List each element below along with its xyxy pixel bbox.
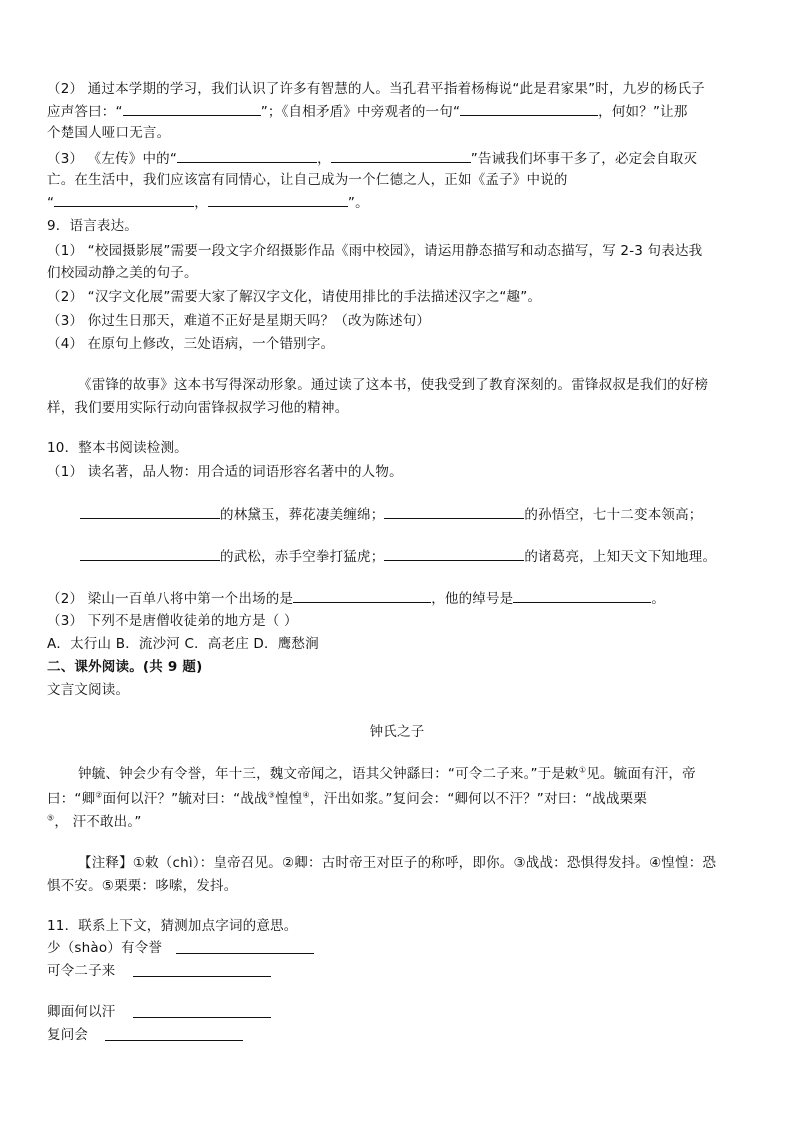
q8-2-line3: 个楚国人哑口无言。 bbox=[47, 125, 171, 141]
q8-3-line2: 亡。在生活中，我们应该富有同情心，让自己成为一个仁德之人，正如《孟子》中说的 bbox=[47, 172, 568, 188]
q8-3-line1 bbox=[47, 148, 697, 169]
answer-blank[interactable] bbox=[331, 148, 471, 163]
q11-item3-text: 卿面何以汗 bbox=[47, 1004, 116, 1020]
q10-sub2 bbox=[47, 588, 665, 609]
q11-item1-text: 少（shào）有令誉 bbox=[47, 940, 163, 956]
q10-sub3: （3） 下列不是唐僧收徒弟的地方是（ ） bbox=[47, 613, 298, 629]
passage-text: ，汗出如浆。”复问会：“卿何以不汗？”对曰：“战战栗栗 bbox=[309, 791, 648, 807]
answer-blank[interactable] bbox=[80, 504, 220, 519]
passage-text: ， 汗不敢出。” bbox=[54, 814, 142, 830]
answer-blank[interactable] bbox=[293, 588, 431, 603]
passage-line2 bbox=[47, 789, 647, 809]
answer-blank[interactable] bbox=[54, 192, 194, 207]
q8-3-text-b: ， bbox=[317, 151, 331, 167]
q9-paragraph-line1: 《雷锋的故事》这本书写得深动形象。通过读了这本书，使我受到了教育深刻的。雷锋叔叔是我们的好榜 bbox=[78, 377, 709, 393]
q9-sub2: （2） “汉字文化展”需要大家了解汉字文化，请使用排比的手法描述汉字之“趣”。 bbox=[47, 289, 542, 305]
passage-text: 曰：“卿 bbox=[47, 791, 96, 807]
q8-3-text-a: （3） 《左传》中的“ bbox=[47, 151, 178, 167]
q10-row1-b: 的孙悟空，七十二变本领高； bbox=[524, 507, 703, 523]
q8-2-text-b: ”；《自相矛盾》中旁观者的一句“ bbox=[260, 104, 461, 120]
answer-blank[interactable] bbox=[123, 101, 261, 116]
q8-3-text-c: ”告诫我们坏事干多了，必定会自取灭 bbox=[470, 151, 698, 167]
passage-text: 面何以汗？”毓对曰：“战战 bbox=[102, 791, 268, 807]
q10-title: 10．整本书阅读检测。 bbox=[47, 440, 188, 456]
q10-options: A．太行山 B．流沙河 C．高老庄 D．鹰愁涧 bbox=[47, 636, 319, 652]
q8-2-line1: （2） 通过本学期的学习，我们认识了许多有智慧的人。当孔君平指着杨梅说“此是君家果”时，九岁的杨氏子 bbox=[47, 81, 705, 97]
passage-text: 见。毓面有汗，帝 bbox=[586, 766, 696, 782]
answer-blank[interactable] bbox=[176, 952, 314, 954]
q10-row2 bbox=[80, 546, 716, 567]
answer-blank[interactable] bbox=[80, 546, 220, 561]
q9-paragraph-line2: 样，我们要用实际行动向雷锋叔叔学习他的精神。 bbox=[47, 400, 349, 416]
passage-line1 bbox=[78, 764, 696, 784]
answer-blank[interactable] bbox=[105, 1039, 243, 1041]
section-two-subheader: 文言文阅读。 bbox=[47, 682, 130, 698]
q8-2-text-a: 应声答曰：“ bbox=[47, 104, 123, 120]
q10-sub2-a: （2） 梁山一百单八将中第一个出场的是 bbox=[47, 591, 294, 607]
answer-blank[interactable] bbox=[384, 546, 524, 561]
answer-blank[interactable] bbox=[177, 148, 317, 163]
answer-blank[interactable] bbox=[133, 975, 271, 977]
answer-blank[interactable] bbox=[133, 1016, 271, 1018]
q9-sub3: （3） 你过生日那天，难道不正好是星期天吗？（改为陈述句） bbox=[47, 313, 431, 329]
q9-sub1-line2: 们校园动静之美的句子。 bbox=[47, 265, 198, 281]
q8-2-text-c: ，何如？”让那 bbox=[598, 104, 688, 120]
q9-sub4: （4） 在原句上修改，三处语病，一个错别字。 bbox=[47, 336, 335, 352]
footnote-marker: ② bbox=[95, 790, 103, 800]
passage-title: 钟氏之子 bbox=[369, 724, 425, 740]
q8-3-text-e: ， bbox=[194, 195, 208, 211]
q10-row2-a: 的武松，赤手空拳打猛虎； bbox=[220, 549, 385, 565]
footnote-marker: ① bbox=[578, 765, 587, 775]
footnote-marker: ⑤ bbox=[47, 813, 55, 823]
q9-title: 9．语言表达。 bbox=[47, 218, 138, 234]
answer-blank[interactable] bbox=[460, 101, 598, 116]
passage-text: 钟毓、钟会少有令誉，年十三，魏文帝闻之，语其父钟繇曰：“可令二子来。”于是敕 bbox=[78, 766, 579, 782]
q10-sub2-c: 。 bbox=[651, 591, 666, 607]
notes-line2: 惧不安。⑤栗栗：哆嗦，发抖。 bbox=[47, 878, 238, 894]
q9-sub1-line1: （1） “校园摄影展”需要一段文字介绍摄影作品《雨中校园》，请运用静态描写和动态描写，写 2-3 句表达我 bbox=[47, 243, 703, 259]
footnote-marker: ④ bbox=[302, 790, 310, 800]
q8-2-line2 bbox=[47, 101, 688, 122]
q8-3-text-f: ”。 bbox=[347, 195, 369, 211]
q8-3-text-d: “ bbox=[47, 195, 55, 211]
q8-3-line3 bbox=[47, 192, 369, 213]
footnote-marker: ③ bbox=[267, 790, 276, 800]
passage-text: 惶惶 bbox=[275, 791, 303, 807]
q10-row2-b: 的诸葛亮，上知天文下知地理。 bbox=[524, 549, 717, 565]
q10-row1 bbox=[80, 504, 703, 525]
q10-sub1: （1） 读名著，品人物：用合适的词语形容名著中的人物。 bbox=[47, 464, 403, 480]
answer-blank[interactable] bbox=[208, 192, 348, 207]
q10-sub2-b: ，他的绰号是 bbox=[431, 591, 514, 607]
section-two-header: 二、课外阅读。(共 9 题) bbox=[47, 659, 203, 675]
answer-blank[interactable] bbox=[513, 588, 651, 603]
q11-item2-text: 可令二子来 bbox=[47, 963, 116, 979]
q11-item4-text: 复问会 bbox=[47, 1027, 89, 1043]
notes-line1: 【注释】①敕（chì）：皇帝召见。②卿：古时帝王对臣子的称呼，即你。③战战：恐惧得发抖。④惶惶：恐 bbox=[78, 855, 717, 871]
q11-title: 11．联系上下文，猜测加点字词的意思。 bbox=[47, 918, 298, 934]
q10-row1-a: 的林黛玉，葬花凄美缠绵； bbox=[220, 507, 385, 523]
passage-line3 bbox=[47, 812, 142, 832]
answer-blank[interactable] bbox=[384, 504, 524, 519]
